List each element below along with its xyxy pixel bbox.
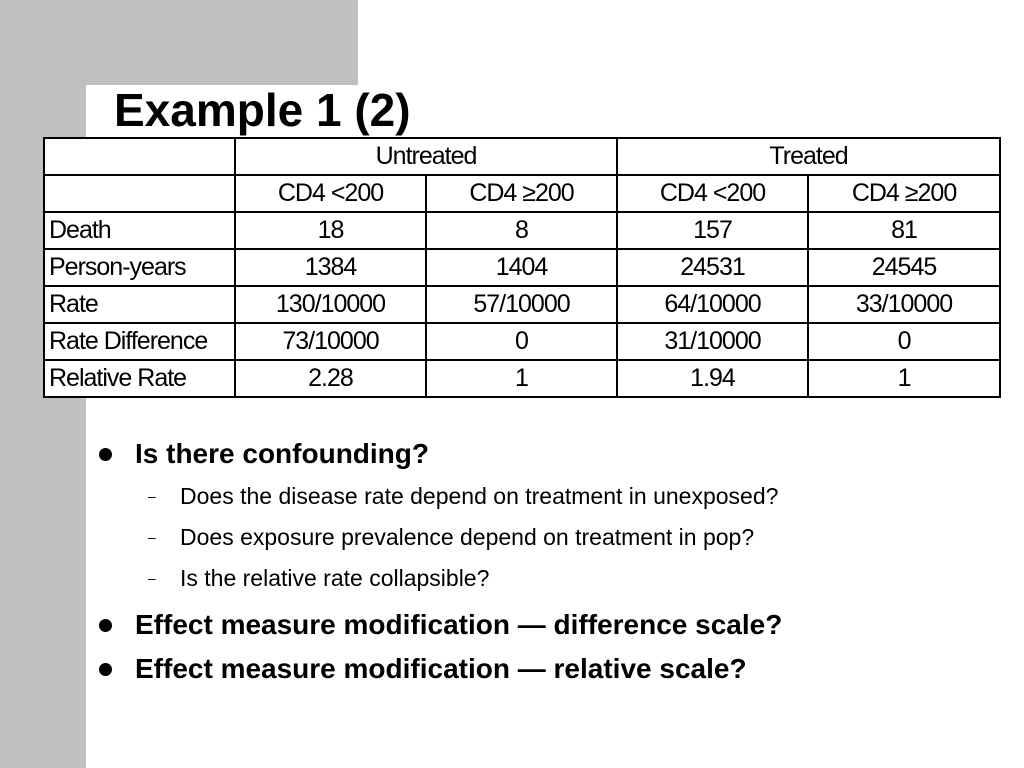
row-label: Person-years — [44, 249, 235, 286]
header-untreated: Untreated — [235, 138, 617, 175]
data-table — [43, 137, 1001, 398]
table-cell: 57/10000 — [426, 286, 617, 323]
table-cell: 1384 — [235, 249, 426, 286]
table-header-row — [44, 138, 1000, 175]
table-cell: 81 — [808, 212, 1000, 249]
bullet-item — [98, 603, 998, 647]
sub-bullet-item — [98, 558, 998, 599]
table-cell: 2.28 — [235, 360, 426, 397]
table-row — [44, 249, 1000, 286]
subheader-cell: CD4 ≥200 — [426, 175, 617, 212]
table-cell: 33/10000 — [808, 286, 1000, 323]
sub-bullet-item — [98, 476, 998, 517]
table-cell: 0 — [808, 323, 1000, 360]
subheader-cell: CD4 <200 — [617, 175, 808, 212]
table-row — [44, 360, 1000, 397]
top-band — [0, 0, 358, 85]
header-corner — [44, 138, 235, 175]
dash-icon: – — [148, 488, 156, 504]
row-label: Rate Difference — [44, 323, 235, 360]
table-cell: 157 — [617, 212, 808, 249]
bullet-item — [98, 647, 998, 691]
table-cell: 130/10000 — [235, 286, 426, 323]
bullet-text: Effect measure modification — relative scale? — [135, 653, 747, 684]
header-treated: Treated — [617, 138, 1000, 175]
table-cell: 1.94 — [617, 360, 808, 397]
bullet-dot-icon — [99, 448, 112, 461]
table-cell: 1 — [426, 360, 617, 397]
table-cell: 24545 — [808, 249, 1000, 286]
subheader-cell: CD4 <200 — [235, 175, 426, 212]
sub-bullet-text: Is the relative rate collapsible? — [180, 565, 490, 591]
subheader-corner — [44, 175, 235, 212]
table-cell: 0 — [426, 323, 617, 360]
bullet-item — [98, 432, 998, 476]
table-row — [44, 286, 1000, 323]
bullet-dot-icon — [99, 619, 112, 632]
sub-bullet-text: Does exposure prevalence depend on treatment in pop? — [180, 524, 755, 550]
subheader-cell: CD4 ≥200 — [808, 175, 1000, 212]
table-cell: 24531 — [617, 249, 808, 286]
table-cell: 73/10000 — [235, 323, 426, 360]
table-cell: 31/10000 — [617, 323, 808, 360]
table-cell: 64/10000 — [617, 286, 808, 323]
table-cell: 1 — [808, 360, 1000, 397]
bullet-text: Is there confounding? — [135, 438, 429, 469]
dash-icon: – — [148, 570, 156, 586]
row-label: Relative Rate — [44, 360, 235, 397]
row-label: Death — [44, 212, 235, 249]
bullet-dot-icon — [99, 663, 112, 676]
table-subheader-row — [44, 175, 1000, 212]
sub-bullet-text: Does the disease rate depend on treatment in unexposed? — [180, 483, 779, 509]
page-title: Example 1 (2) — [114, 84, 411, 136]
table-cell: 8 — [426, 212, 617, 249]
sub-bullet-item — [98, 517, 998, 558]
table-row — [44, 323, 1000, 360]
table-cell: 1404 — [426, 249, 617, 286]
table-cell: 18 — [235, 212, 426, 249]
dash-icon: – — [148, 529, 156, 545]
bullet-list — [98, 432, 998, 691]
row-label: Rate — [44, 286, 235, 323]
bullet-text: Effect measure modification — difference scale? — [135, 609, 783, 640]
table-row — [44, 212, 1000, 249]
